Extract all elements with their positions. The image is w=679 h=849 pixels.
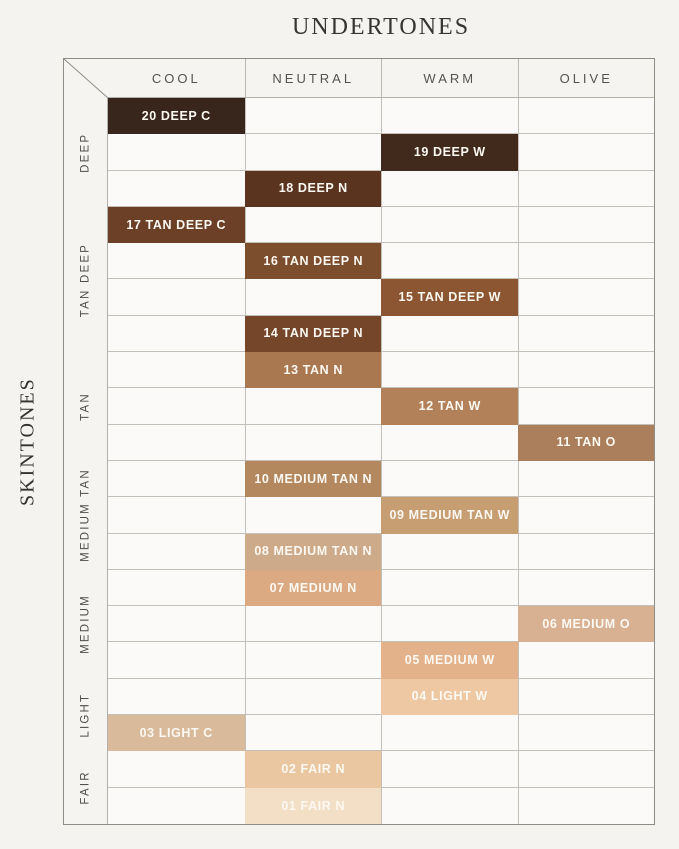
shade-swatch-14-tan-deep-n: 14 TAN DEEP N: [245, 316, 382, 352]
empty-grid-cell: [108, 243, 245, 279]
shade-swatch-03-light-c: 03 LIGHT C: [108, 715, 245, 751]
empty-grid-cell: [518, 461, 655, 497]
empty-grid-cell: [108, 788, 245, 824]
empty-grid-cell: [108, 425, 245, 461]
empty-grid-cell: [381, 751, 518, 787]
row-group-label-tan-deep: TAN DEEP: [79, 242, 92, 317]
shade-swatch-01-fair-n: 01 FAIR N: [245, 788, 382, 824]
empty-grid-cell: [381, 425, 518, 461]
empty-grid-cell: [108, 388, 245, 424]
empty-grid-cell: [245, 606, 382, 642]
empty-grid-cell: [381, 98, 518, 134]
empty-grid-cell: [108, 679, 245, 715]
empty-grid-cell: [518, 788, 655, 824]
empty-grid-cell: [381, 534, 518, 570]
empty-grid-cell: [518, 352, 655, 388]
empty-grid-cell: [518, 207, 655, 243]
shade-swatch-20-deep-c: 20 DEEP C: [108, 98, 245, 134]
shade-swatch-11-tan-o: 11 TAN O: [518, 425, 655, 461]
empty-grid-cell: [245, 134, 382, 170]
row-group-label-deep: DEEP: [79, 132, 92, 173]
empty-grid-cell: [108, 570, 245, 606]
column-header-neutral: NEUTRAL: [245, 59, 382, 98]
shade-swatch-13-tan-n: 13 TAN N: [245, 352, 382, 388]
empty-grid-cell: [381, 570, 518, 606]
row-group-label-medium: MEDIUM: [79, 594, 92, 655]
shade-swatch-16-tan-deep-n: 16 TAN DEEP N: [245, 243, 382, 279]
shade-swatch-09-medium-tan-w: 09 MEDIUM TAN W: [381, 497, 518, 533]
shade-swatch-05-medium-w: 05 MEDIUM W: [381, 642, 518, 678]
row-group-label-tan: TAN: [79, 392, 92, 421]
empty-grid-cell: [518, 570, 655, 606]
empty-grid-cell: [518, 316, 655, 352]
shade-swatch-17-tan-deep-c: 17 TAN DEEP C: [108, 207, 245, 243]
shade-grid: [63, 58, 655, 825]
empty-grid-cell: [245, 679, 382, 715]
empty-grid-cell: [108, 171, 245, 207]
empty-grid-cell: [381, 207, 518, 243]
empty-grid-cell: [518, 134, 655, 170]
empty-grid-cell: [518, 98, 655, 134]
shade-swatch-18-deep-n: 18 DEEP N: [245, 171, 382, 207]
row-group-label-fair: FAIR: [79, 770, 92, 805]
row-group-label-medium-tan: MEDIUM TAN: [79, 468, 92, 563]
shade-swatch-12-tan-w: 12 TAN W: [381, 388, 518, 424]
shade-swatch-10-medium-tan-n: 10 MEDIUM TAN N: [245, 461, 382, 497]
empty-grid-cell: [381, 606, 518, 642]
empty-grid-cell: [518, 171, 655, 207]
empty-grid-cell: [108, 534, 245, 570]
empty-grid-cell: [108, 279, 245, 315]
empty-grid-cell: [245, 279, 382, 315]
empty-grid-cell: [245, 388, 382, 424]
empty-grid-cell: [245, 425, 382, 461]
empty-grid-cell: [245, 715, 382, 751]
shade-swatch-08-medium-tan-n: 08 MEDIUM TAN N: [245, 534, 382, 570]
empty-grid-cell: [381, 316, 518, 352]
diagonal-divider-icon: [64, 59, 108, 98]
skintones-axis-title: SKINTONES: [16, 377, 39, 506]
empty-grid-cell: [108, 134, 245, 170]
empty-grid-cell: [518, 642, 655, 678]
empty-grid-cell: [108, 497, 245, 533]
column-header-warm: WARM: [381, 59, 518, 98]
empty-grid-cell: [518, 388, 655, 424]
empty-grid-cell: [108, 316, 245, 352]
shade-swatch-15-tan-deep-w: 15 TAN DEEP W: [381, 279, 518, 315]
column-header-olive: OLIVE: [518, 59, 655, 98]
empty-grid-cell: [108, 751, 245, 787]
shade-swatch-04-light-w: 04 LIGHT W: [381, 679, 518, 715]
empty-grid-cell: [245, 98, 382, 134]
shade-swatch-02-fair-n: 02 FAIR N: [245, 751, 382, 787]
empty-grid-cell: [518, 715, 655, 751]
empty-grid-cell: [518, 497, 655, 533]
skintone-group-column: [64, 98, 108, 824]
shade-swatch-19-deep-w: 19 DEEP W: [381, 134, 518, 170]
corner-cell: [64, 59, 108, 98]
empty-grid-cell: [518, 679, 655, 715]
empty-grid-cell: [108, 352, 245, 388]
empty-grid-cell: [381, 461, 518, 497]
empty-grid-cell: [518, 534, 655, 570]
empty-grid-cell: [518, 751, 655, 787]
empty-grid-cell: [381, 171, 518, 207]
empty-grid-cell: [108, 461, 245, 497]
empty-grid-cell: [108, 642, 245, 678]
empty-grid-cell: [381, 715, 518, 751]
empty-grid-cell: [108, 606, 245, 642]
empty-grid-cell: [245, 642, 382, 678]
empty-grid-cell: [381, 788, 518, 824]
column-header-cool: COOL: [108, 59, 245, 98]
row-group-label-light: LIGHT: [79, 692, 92, 738]
shade-swatch-06-medium-o: 06 MEDIUM O: [518, 606, 655, 642]
undertones-axis-title: UNDERTONES: [291, 14, 471, 40]
shade-swatch-07-medium-n: 07 MEDIUM N: [245, 570, 382, 606]
empty-grid-cell: [381, 352, 518, 388]
empty-grid-cell: [245, 207, 382, 243]
empty-grid-cell: [518, 279, 655, 315]
empty-grid-cell: [381, 243, 518, 279]
empty-grid-cell: [518, 243, 655, 279]
empty-grid-cell: [245, 497, 382, 533]
